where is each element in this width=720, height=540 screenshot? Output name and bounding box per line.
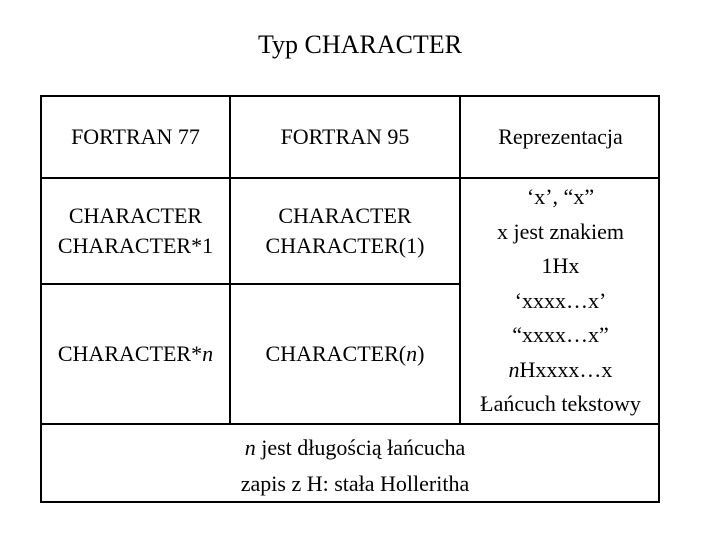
- row1-f77-line1: CHARACTER: [68, 203, 203, 228]
- row2-f95-variable: n: [406, 341, 418, 366]
- representation-line4: ‘xxxx…x’: [514, 287, 607, 313]
- row2-fortran95: [231, 285, 459, 423]
- representation-cell: [461, 179, 660, 423]
- header-fortran77-label: FORTRAN 77: [71, 124, 200, 149]
- footnote-line2: zapis z H: stała Holleritha: [240, 471, 470, 496]
- representation-line1: ‘x’, “x”: [526, 184, 595, 210]
- row1-f95-line2: CHARACTER(1): [265, 233, 425, 258]
- header-representation-label: Reprezentacja: [498, 124, 623, 149]
- representation-line6-variable: n: [508, 356, 520, 382]
- row2-f95-text: [266, 339, 425, 369]
- representation-line6: [509, 353, 613, 388]
- footer-divider: [42, 423, 660, 425]
- representation-line7: Łańcuch tekstowy: [480, 391, 641, 417]
- row2-f95-prefix: CHARACTER(: [265, 341, 407, 366]
- row2-fortran77: [42, 285, 229, 423]
- representation-line3: 1Hx: [541, 253, 580, 279]
- header-fortran95-label: FORTRAN 95: [280, 124, 410, 149]
- row1-fortran77: [42, 179, 229, 283]
- row2-f77-prefix: CHARACTER*: [57, 341, 203, 366]
- representation-line2: x jest znakiem: [496, 218, 625, 244]
- representation-line6-rest: Hxxxx…x: [519, 356, 613, 382]
- footnote-line1-rest: jest długością łańcucha: [255, 435, 466, 460]
- footnote-line1: [230, 430, 480, 466]
- header-fortran95: [231, 97, 459, 177]
- row1-f95-line1: CHARACTER: [278, 203, 412, 228]
- row1-f77-line2: CHARACTER*1: [57, 233, 214, 258]
- row1-fortran95: [231, 179, 459, 283]
- page-title: Typ CHARACTER: [257, 30, 463, 59]
- header-representation: [461, 97, 660, 177]
- representation-line5: “xxxx…x”: [512, 322, 609, 348]
- row2-f77-text: [58, 339, 213, 369]
- row2-f77-variable: n: [202, 341, 214, 366]
- footnote-variable: n: [244, 435, 256, 460]
- table-footnote: [230, 430, 480, 502]
- header-fortran77: [42, 97, 229, 177]
- row2-f95-suffix: ): [417, 341, 425, 366]
